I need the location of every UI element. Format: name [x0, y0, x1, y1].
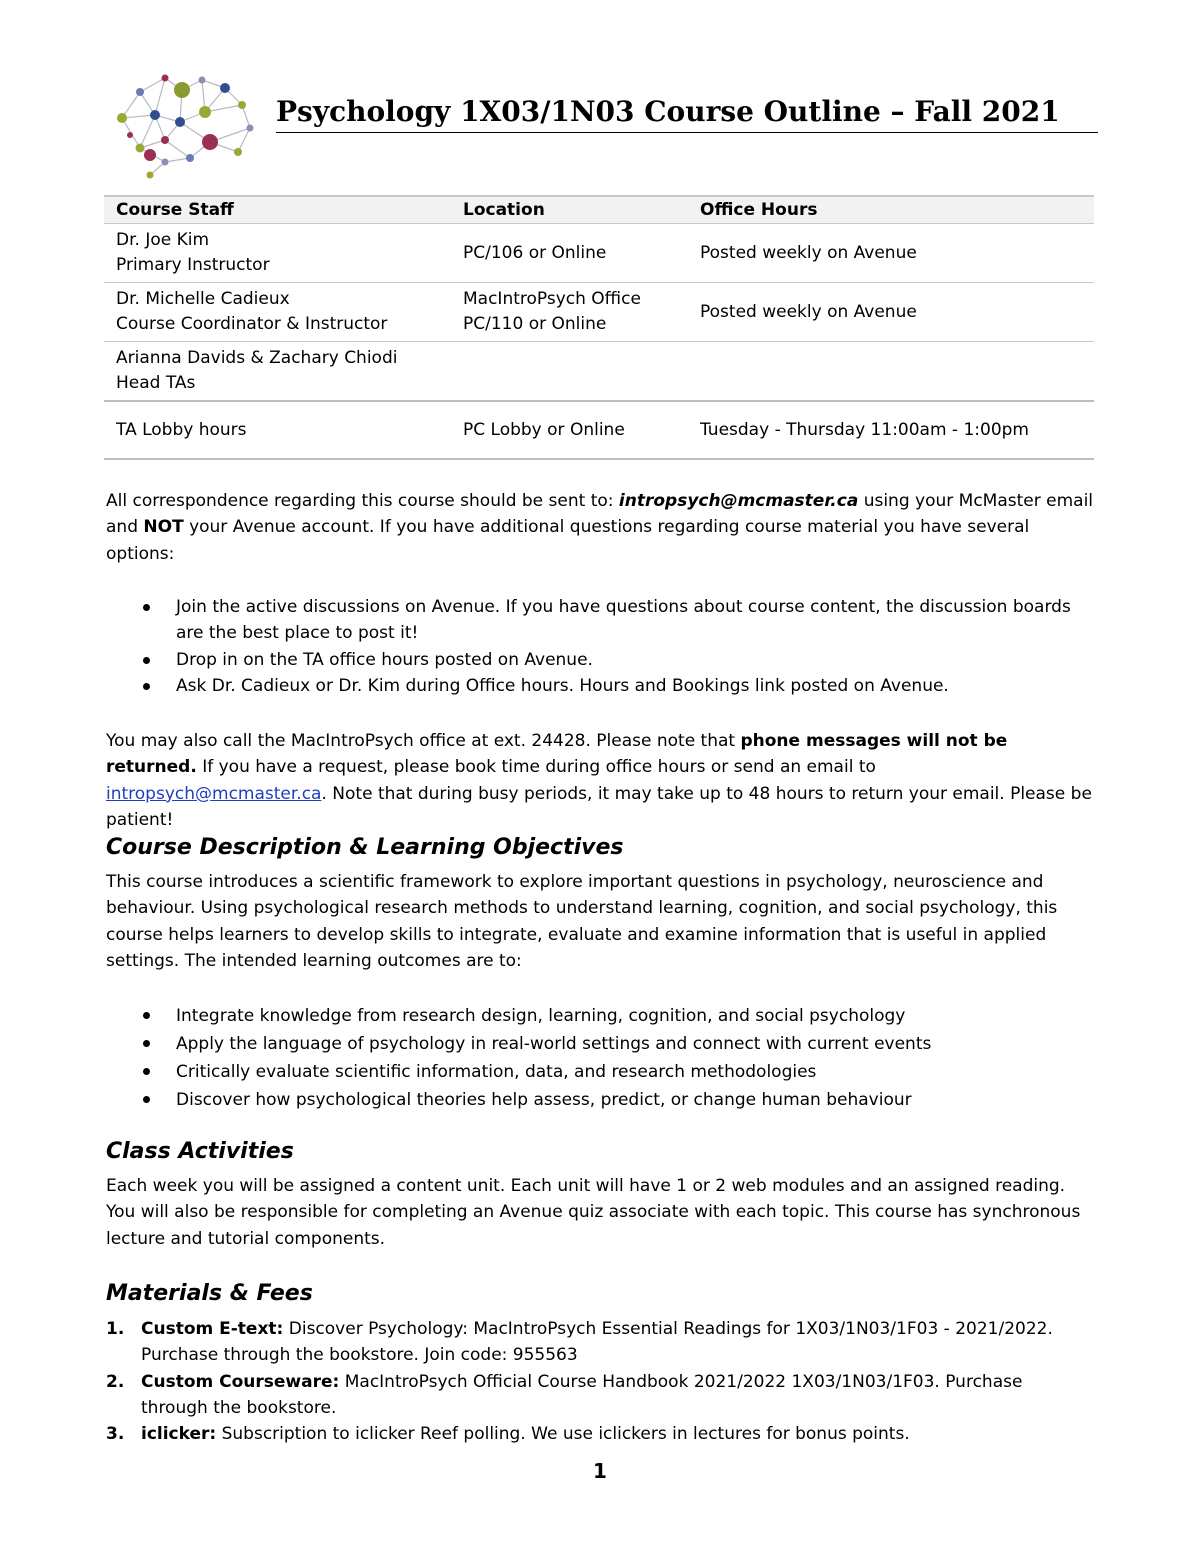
location-line: PC/110 or Online — [463, 314, 607, 335]
list-item: Drop in on the TA office hours posted on Avenue. — [106, 647, 1094, 673]
list-item — [106, 1421, 1094, 1447]
options-list — [106, 594, 1094, 699]
item-label: iclicker: — [141, 1424, 217, 1445]
office-hours-cell — [688, 342, 1094, 402]
location-cell: PC/106 or Online — [451, 224, 688, 283]
brain-network-icon — [110, 70, 260, 180]
text-span: All correspondence regarding this course should be sent to: — [106, 491, 619, 511]
table-row — [104, 401, 1094, 459]
location-line: MacIntroPsych Office — [463, 289, 641, 310]
text-span: using your McMaster email and — [106, 491, 1094, 538]
table-row — [104, 283, 1094, 342]
correspondence-paragraph — [106, 488, 1094, 567]
column-header-location: Location — [451, 196, 688, 224]
list-item — [106, 1316, 1094, 1369]
email-link[interactable]: intropsych@mcmaster.ca — [106, 783, 322, 804]
staff-cell — [104, 283, 451, 342]
office-hours-cell: Posted weekly on Avenue — [688, 283, 1094, 342]
section-heading-activities: Class Activities — [106, 1139, 294, 1164]
location-cell — [451, 283, 688, 342]
item-number: 3. — [106, 1424, 125, 1445]
staff-cell — [104, 342, 451, 402]
item-number: 2. — [106, 1371, 125, 1392]
emphasis-phone: phone messages will not be returned. — [106, 731, 1008, 778]
page-title: Psychology 1X03/1N03 Course Outline – Fall 2021 — [276, 90, 1098, 133]
item-label: Custom E-text: — [141, 1319, 284, 1339]
staff-name: Dr. Joe Kim — [116, 230, 210, 251]
location-cell: PC Lobby or Online — [451, 401, 688, 459]
item-number: 1. — [106, 1319, 125, 1339]
course-email: intropsych@mcmaster.ca — [618, 491, 859, 511]
text-span: . Note that during busy periods, it may take up to 48 hours to return your email. Please be patient! — [106, 783, 1092, 831]
staff-cell — [104, 224, 451, 283]
item-text: Discover Psychology: MacIntroPsych Essential Readings for 1X03/1N03/1F03 - 2021/2022. Purchase through the bookstore. Join code: 955563 — [141, 1319, 1053, 1366]
item-text: MacIntroPsych Official Course Handbook 2021/2022 1X03/1N03/1F03. Purchase through the bookstore. — [141, 1371, 1023, 1419]
list-item: Discover how psychological theories help assess, predict, or change human behaviour — [106, 1086, 1094, 1114]
materials-list — [106, 1316, 1094, 1448]
table-header-row — [104, 196, 1094, 224]
office-hours-cell: Tuesday - Thursday 11:00am - 1:00pm — [688, 401, 1094, 459]
item-label: Custom Courseware: — [141, 1371, 340, 1392]
staff-name: Dr. Michelle Cadieux — [116, 289, 290, 310]
course-staff-table — [104, 195, 1094, 460]
outcomes-list — [106, 1002, 1094, 1114]
activities-paragraph: Each week you will be assigned a content unit. Each unit will have 1 or 2 web modules and an assigned reading. You will also be responsible for completing an Avenue quiz associate with each topic. This course has synchronous lecture and tutorial components. — [106, 1176, 1081, 1249]
list-item: Join the active discussions on Avenue. If you have questions about course content, the discussion boards are the best place to post it! — [106, 594, 1094, 647]
item-text: Subscription to iclicker Reef polling. We use iclickers in lectures for bonus points. — [216, 1424, 910, 1445]
column-header-office-hours: Office Hours — [688, 196, 1094, 224]
table-row — [104, 342, 1094, 402]
description-paragraph: This course introduces a scientific framework to explore important questions in psychology, neuroscience and behaviour. Using psychological research methods to understand learning, cognition, and social psychology, this course helps learners to develop skills to integrate, evaluate and examine information that is useful in applied settings. The intended learning outcomes are to: — [106, 872, 1058, 972]
column-header-course-staff: Course Staff — [104, 196, 451, 224]
staff-role: Head TAs — [116, 373, 196, 394]
phone-paragraph — [106, 728, 1094, 833]
office-hours-cell: Posted weekly on Avenue — [688, 224, 1094, 283]
text-span: your Avenue account. If you have additional questions regarding course material you have several options: — [106, 517, 1030, 564]
staff-cell: TA Lobby hours — [104, 401, 451, 459]
emphasis-not: NOT — [143, 517, 184, 538]
staff-role: Primary Instructor — [116, 255, 270, 276]
staff-name: Arianna Davids & Zachary Chiodi — [116, 348, 398, 369]
section-heading-description: Course Description & Learning Objectives — [106, 835, 624, 860]
staff-role: Course Coordinator & Instructor — [116, 314, 388, 335]
page-number: 1 — [593, 1459, 607, 1483]
text-span: You may also call the MacIntroPsych office at ext. 24428. Please note that — [106, 731, 741, 751]
location-cell — [451, 342, 688, 402]
list-item: Ask Dr. Cadieux or Dr. Kim during Office hours. Hours and Bookings link posted on Avenue. — [106, 673, 1094, 699]
list-item: Critically evaluate scientific information, data, and research methodologies — [106, 1058, 1094, 1086]
text-span: If you have a request, please book time during office hours or send an email to — [196, 757, 876, 778]
list-item: Apply the language of psychology in real-world settings and connect with current events — [106, 1030, 1094, 1058]
list-item — [106, 1369, 1094, 1422]
section-heading-materials: Materials & Fees — [106, 1281, 313, 1306]
list-item: Integrate knowledge from research design, learning, cognition, and social psychology — [106, 1002, 1094, 1030]
table-row — [104, 224, 1094, 283]
